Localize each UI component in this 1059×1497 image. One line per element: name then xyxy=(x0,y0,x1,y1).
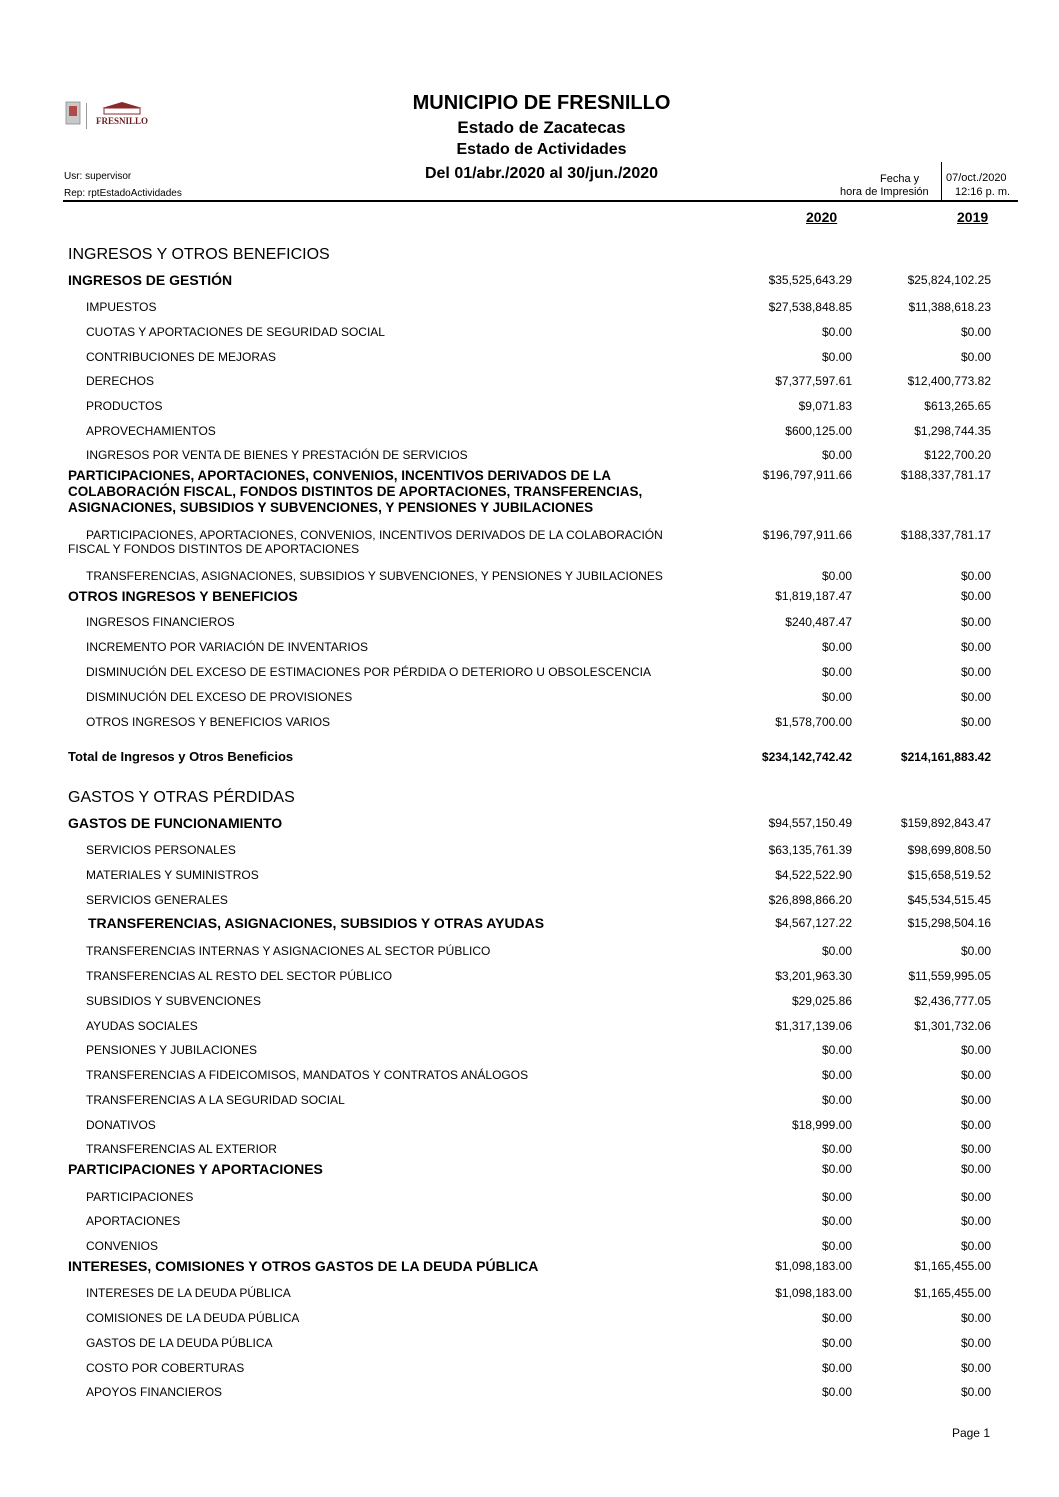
municipal-logo xyxy=(62,100,162,136)
value-2020: $0.00 xyxy=(821,1361,852,1375)
value-2019: $1,165,455.00 xyxy=(914,1259,991,1273)
row-label: Total de Ingresos y Otros Beneficios xyxy=(68,749,294,764)
value-2019: $45,534,515.45 xyxy=(907,893,991,907)
value-2020: $0.00 xyxy=(821,325,852,339)
value-2019: $0.00 xyxy=(960,350,991,364)
value-2019: $1,298,744.35 xyxy=(914,424,991,438)
value-2019: $0.00 xyxy=(960,1142,991,1156)
row-label: DONATIVOS xyxy=(86,1118,156,1132)
value-2020: $0.00 xyxy=(821,1142,852,1156)
row-label: SERVICIOS PERSONALES xyxy=(86,843,236,857)
value-2019: $0.00 xyxy=(960,1093,991,1107)
page-title: MUNICIPIO DE FRESNILLO xyxy=(412,92,671,114)
value-2020: $0.00 xyxy=(821,1068,852,1082)
value-2019: $11,559,995.05 xyxy=(908,969,991,983)
value-2020: $0.00 xyxy=(821,1162,852,1176)
print-date-label: Fecha y xyxy=(880,173,920,185)
value-2019: $12,400,773.82 xyxy=(907,374,991,388)
row-label: SERVICIOS GENERALES xyxy=(86,893,228,907)
row-label: CONVENIOS xyxy=(86,1239,159,1253)
column-header-2020: 2020 xyxy=(806,209,838,225)
value-2020: $0.00 xyxy=(821,1190,852,1204)
row-label: INTERESES, COMISIONES Y OTROS GASTOS DE LA DEUDA PÚBLICA xyxy=(68,1258,539,1274)
value-2020: $0.00 xyxy=(821,944,852,958)
value-2019: $0.00 xyxy=(960,640,991,654)
print-date-value: 07/oct./2020 xyxy=(946,172,1007,184)
value-2020: $0.00 xyxy=(821,1311,852,1325)
value-2019: $0.00 xyxy=(960,1336,991,1350)
header-rule xyxy=(63,200,1018,202)
value-2020: $9,071.83 xyxy=(798,399,852,413)
value-2019: $0.00 xyxy=(960,1239,991,1253)
row-label: INGRESOS FINANCIEROS xyxy=(86,615,235,629)
value-2019: $613,265.65 xyxy=(924,399,991,413)
row-label: GASTOS Y OTRAS PÉRDIDAS xyxy=(68,789,295,806)
row-label: TRANSFERENCIAS AL RESTO DEL SECTOR PÚBLICO xyxy=(86,969,393,983)
row-label: DERECHOS xyxy=(86,374,155,388)
header-divider xyxy=(941,162,942,200)
value-2020: $94,557,150.49 xyxy=(768,816,852,830)
value-2020: $7,377,597.61 xyxy=(775,374,852,388)
logo-text: FRESNILLO xyxy=(95,116,149,126)
value-2020: $0.00 xyxy=(821,1385,852,1399)
report-title: Estado de Actividades xyxy=(456,141,627,158)
value-2019: $0.00 xyxy=(960,569,991,583)
value-2019: $214,161,883.42 xyxy=(900,750,991,764)
value-2019: $188,337,781.17 xyxy=(900,468,991,482)
value-2020: $600,125.00 xyxy=(785,424,852,438)
row-label: DISMINUCIÓN DEL EXCESO DE ESTIMACIONES POR PÉRDIDA O DETERIORO U OBSOLESCENCIA xyxy=(86,665,651,679)
value-2019: $0.00 xyxy=(960,1118,991,1132)
value-2019: $98,699,808.50 xyxy=(907,843,991,857)
row-label: GASTOS DE FUNCIONAMIENTO xyxy=(68,815,283,831)
row-label: AYUDAS SOCIALES xyxy=(86,1019,198,1033)
value-2019: $0.00 xyxy=(960,944,991,958)
value-2020: $0.00 xyxy=(821,350,852,364)
value-2019: $0.00 xyxy=(960,1068,991,1082)
row-label: COMISIONES DE LA DEUDA PÚBLICA xyxy=(86,1311,300,1325)
row-label: COSTO POR COBERTURAS xyxy=(86,1361,245,1375)
row-label: GASTOS DE LA DEUDA PÚBLICA xyxy=(86,1336,273,1350)
value-2019: $0.00 xyxy=(960,1214,991,1228)
value-2019: $15,658,519.52 xyxy=(907,868,991,882)
print-time-value: 12:16 p. m. xyxy=(955,186,1011,198)
value-2020: $0.00 xyxy=(821,448,852,462)
value-2020: $1,098,183.00 xyxy=(775,1286,852,1300)
row-label: MATERIALES Y SUMINISTROS xyxy=(86,868,259,882)
value-2019: $1,301,732.06 xyxy=(914,1019,991,1033)
value-2019: $1,165,455.00 xyxy=(914,1286,991,1300)
row-label: TRANSFERENCIAS A LA SEGURIDAD SOCIAL xyxy=(86,1093,345,1107)
row-label: INCREMENTO POR VARIACIÓN DE INVENTARIOS xyxy=(86,640,369,654)
value-2020: $0.00 xyxy=(821,1093,852,1107)
value-2019: $188,337,781.17 xyxy=(900,528,991,542)
value-2020: $4,522,522.90 xyxy=(775,868,852,882)
row-label: INTERESES DE LA DEUDA PÚBLICA xyxy=(86,1286,291,1300)
value-2020: $196,797,911.66 xyxy=(762,468,852,482)
row-label: INGRESOS DE GESTIÓN xyxy=(68,272,233,288)
value-2020: $1,819,187.47 xyxy=(775,589,852,603)
value-2020: $35,525,643.29 xyxy=(768,273,852,287)
value-2019: $159,892,843.47 xyxy=(900,816,991,830)
value-2019: $0.00 xyxy=(960,615,991,629)
value-2020: $0.00 xyxy=(821,1336,852,1350)
value-2020: $3,201,963.30 xyxy=(775,969,852,983)
value-2020: $1,317,139.06 xyxy=(775,1019,852,1033)
value-2019: $0.00 xyxy=(960,1361,991,1375)
value-2019: $0.00 xyxy=(960,1043,991,1057)
row-label: DISMINUCIÓN DEL EXCESO DE PROVISIONES xyxy=(86,690,353,704)
value-2019: $0.00 xyxy=(960,1162,991,1176)
value-2020: $0.00 xyxy=(821,1043,852,1057)
row-label: PARTICIPACIONES, APORTACIONES, CONVENIOS, INCENTIVOS DERIVADOS DE LA COLABORACIÓN FISCAL, FONDOS DISTINTOS DE APORTACIONES, TRANSFERENCIAS, ASIGNACIONES, SUBSIDIOS Y SUBVENCIONES, Y PENSIONES Y JUBILACIONES xyxy=(68,468,643,515)
row-label: CUOTAS Y APORTACIONES DE SEGURIDAD SOCIAL xyxy=(86,325,385,339)
value-2020: $0.00 xyxy=(821,1214,852,1228)
value-2019: $0.00 xyxy=(960,589,991,603)
row-label: OTROS INGRESOS Y BENEFICIOS VARIOS xyxy=(86,715,331,729)
value-2019: $2,436,777.05 xyxy=(914,994,991,1008)
value-2020: $1,578,700.00 xyxy=(775,715,852,729)
row-label: APORTACIONES xyxy=(86,1214,181,1228)
row-label: TRANSFERENCIAS A FIDEICOMISOS, MANDATOS Y CONTRATOS ANÁLOGOS xyxy=(86,1068,529,1082)
value-2020: $0.00 xyxy=(821,569,852,583)
row-label: APROVECHAMIENTOS xyxy=(86,424,216,438)
user-label: Usr: supervisor xyxy=(64,171,132,182)
row-label: PENSIONES Y JUBILACIONES xyxy=(86,1043,257,1057)
row-label: CONTRIBUCIONES DE MEJORAS xyxy=(86,350,277,364)
value-2020: $240,487.47 xyxy=(785,615,852,629)
row-label: SUBSIDIOS Y SUBVENCIONES xyxy=(86,994,261,1008)
value-2019: $0.00 xyxy=(960,1311,991,1325)
value-2020: $4,567,127.22 xyxy=(775,916,852,930)
value-2020: $234,142,742.42 xyxy=(761,750,852,764)
row-label: TRANSFERENCIAS, ASIGNACIONES, SUBSIDIOS Y SUBVENCIONES, Y PENSIONES Y JUBILACIONES xyxy=(86,569,663,583)
value-2020: $0.00 xyxy=(821,665,852,679)
value-2020: $18,999.00 xyxy=(791,1118,852,1132)
value-2019: $25,824,102.25 xyxy=(907,273,991,287)
value-2020: $196,797,911.66 xyxy=(762,528,852,542)
row-label: IMPUESTOS xyxy=(86,300,157,314)
row-label: OTROS INGRESOS Y BENEFICIOS xyxy=(68,588,298,604)
value-2020: $63,135,761.39 xyxy=(768,843,852,857)
column-header-2019: 2019 xyxy=(957,209,989,225)
row-label: INGRESOS Y OTROS BENEFICIOS xyxy=(68,246,330,263)
row-label: APOYOS FINANCIEROS xyxy=(86,1385,223,1399)
value-2020: $0.00 xyxy=(821,640,852,654)
value-2020: $0.00 xyxy=(821,1239,852,1253)
value-2020: $29,025.86 xyxy=(791,994,852,1008)
value-2019: $122,700.20 xyxy=(924,448,991,462)
value-2019: $11,388,618.23 xyxy=(908,300,991,314)
row-label: TRANSFERENCIAS INTERNAS Y ASIGNACIONES AL SECTOR PÚBLICO xyxy=(86,944,491,958)
row-label: PRODUCTOS xyxy=(86,399,163,413)
row-label: PARTICIPACIONES Y APORTACIONES xyxy=(68,1161,323,1177)
value-2019: $15,298,504.16 xyxy=(907,916,991,930)
row-label: INGRESOS POR VENTA DE BIENES Y PRESTACIÓN DE SERVICIOS xyxy=(86,448,468,462)
value-2020: $26,898,866.20 xyxy=(768,893,852,907)
value-2019: $0.00 xyxy=(960,690,991,704)
row-label: PARTICIPACIONES, APORTACIONES, CONVENIOS, INCENTIVOS DERIVADOS DE LA COLABORACIÓN FISCAL Y FONDOS DISTINTOS DE APORTACIONES xyxy=(68,528,663,556)
row-label: TRANSFERENCIAS AL EXTERIOR xyxy=(86,1142,277,1156)
value-2019: $0.00 xyxy=(960,1385,991,1399)
row-label: TRANSFERENCIAS, ASIGNACIONES, SUBSIDIOS Y OTRAS AYUDAS xyxy=(88,915,545,931)
report-id-label: Rep: rptEstadoActividades xyxy=(64,188,182,199)
value-2019: $0.00 xyxy=(960,1190,991,1204)
state-subtitle: Estado de Zacatecas xyxy=(457,118,626,137)
value-2019: $0.00 xyxy=(960,665,991,679)
value-2019: $0.00 xyxy=(960,715,991,729)
value-2020: $0.00 xyxy=(821,690,852,704)
page-number: Page 1 xyxy=(951,1426,990,1440)
report-period: Del 01/abr./2020 al 30/jun./2020 xyxy=(424,165,659,182)
value-2020: $1,098,183.00 xyxy=(775,1259,852,1273)
row-label: PARTICIPACIONES xyxy=(86,1190,194,1204)
value-2020: $27,538,848.85 xyxy=(768,300,852,314)
print-time-label: hora de Impresión xyxy=(840,186,929,198)
value-2019: $0.00 xyxy=(960,325,991,339)
